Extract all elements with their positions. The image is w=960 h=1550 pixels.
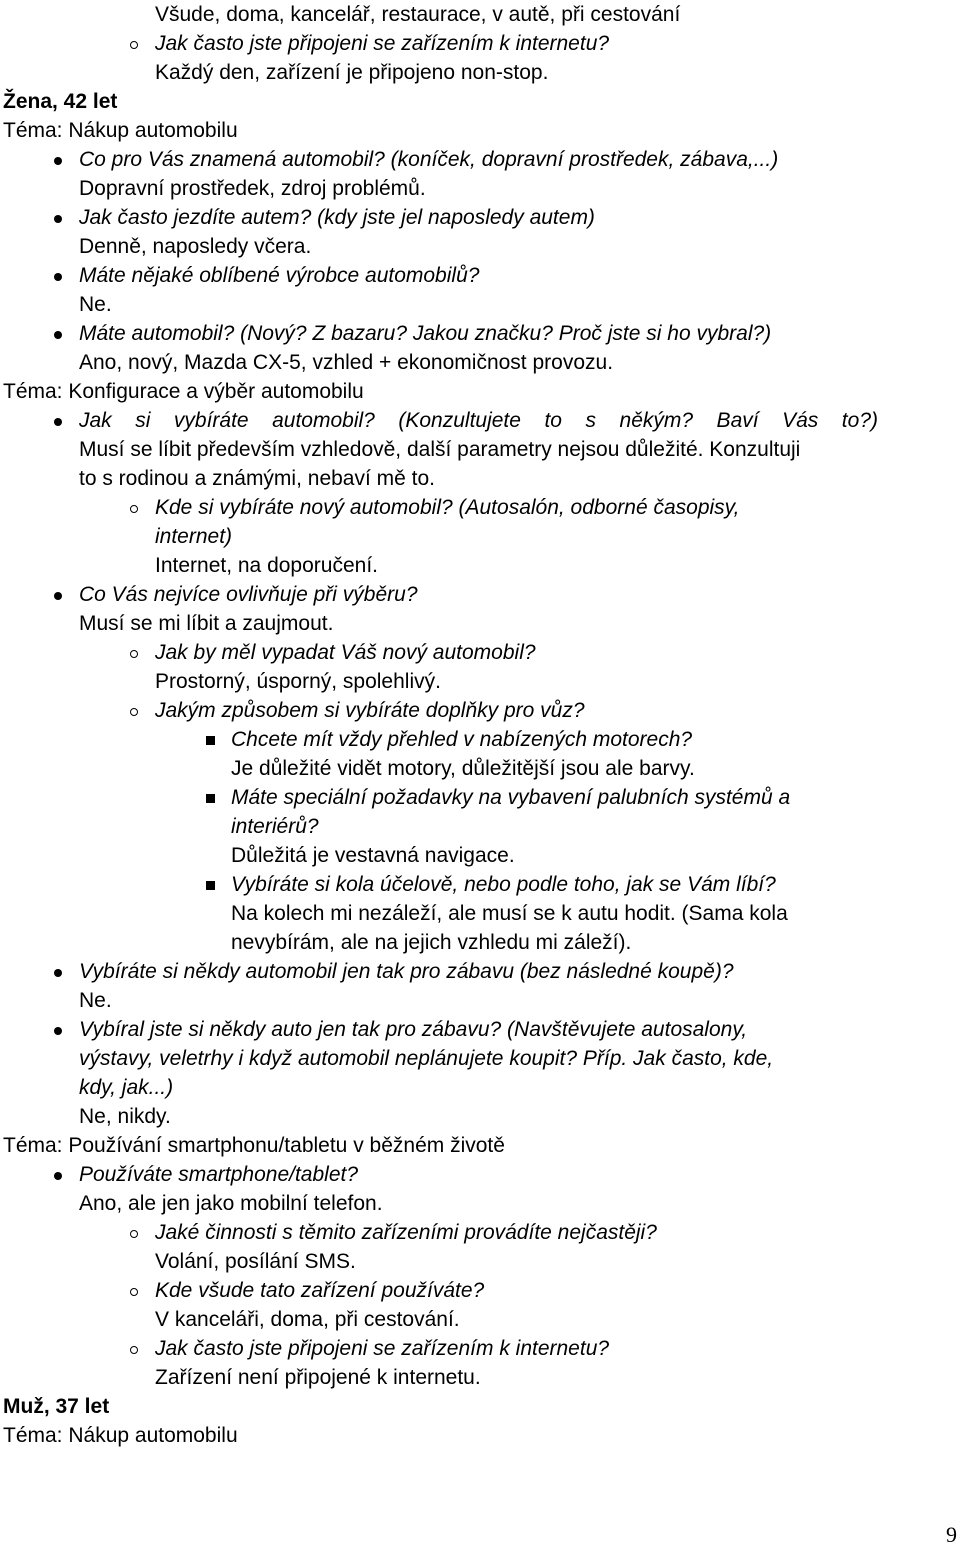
question-line: Máte automobil? (Nový? Z bazaru? Jakou značku? Proč jste si ho vybral?) (79, 322, 772, 345)
text-line: Volání, posílání SMS. (155, 1250, 356, 1273)
question-line: Co Vás nejvíce ovlivňuje při výběru? (79, 583, 418, 606)
bullet-dot-icon (54, 1172, 62, 1180)
question-line: Vybíral jste si někdy auto jen tak pro zábavu? (Navštěvujete autosalony, (79, 1018, 748, 1041)
bullet-circle-icon (130, 1288, 138, 1296)
text-line: Téma: Nákup automobilu (3, 1424, 238, 1447)
question-line: Vybíráte si kola účelově, nebo podle toho, jak se Vám líbí? (231, 873, 776, 896)
bullet-circle-icon (130, 650, 138, 658)
text-line: Důležitá je vestavná navigace. (231, 844, 515, 867)
question-line: Jak často jste připojeni se zařízením k internetu? (155, 1337, 610, 1360)
question-line: Co pro Vás znamená automobil? (koníček, dopravní prostředek, zábava,...) (79, 148, 779, 171)
text-line: Každý den, zařízení je připojeno non-stop. (155, 61, 549, 84)
text-line: Je důležité vidět motory, důležitější jsou ale barvy. (231, 757, 695, 780)
text-line: Téma: Konfigurace a výběr automobilu (3, 380, 364, 403)
text-line: Ne. (79, 989, 112, 1012)
bullet-dot-icon (54, 331, 62, 339)
text-line: Musí se líbit především vzhledově, další parametry nejsou důležité. Konzultuji (79, 438, 801, 461)
text-line: Ano, ale jen jako mobilní telefon. (79, 1192, 383, 1215)
bullet-circle-icon (130, 708, 138, 716)
text-line: Všude, doma, kancelář, restaurace, v autě, při cestování (155, 3, 681, 26)
text-line: Téma: Nákup automobilu (3, 119, 238, 142)
text-line: Ano, nový, Mazda CX-5, vzhled + ekonomičnost provozu. (79, 351, 614, 374)
bullet-square-icon (206, 736, 215, 745)
question-line: Máte nějaké oblíbené výrobce automobilů? (79, 264, 480, 287)
question-line: internet) (155, 525, 233, 548)
respondent-heading: Žena, 42 let (3, 90, 118, 113)
question-line: Jak by měl vypadat Váš nový automobil? (155, 641, 536, 664)
bullet-circle-icon (130, 1346, 138, 1354)
text-line: Ne. (79, 293, 112, 316)
bullet-circle-icon (130, 41, 138, 49)
question-line: interiérů? (231, 815, 319, 838)
question-line: Jak často jezdíte autem? (kdy jste jel naposledy autem) (79, 206, 595, 229)
question-line: Jaké činnosti s těmito zařízeními provádíte nejčastěji? (155, 1221, 657, 1244)
bullet-circle-icon (130, 1230, 138, 1238)
question-line: Jak často jste připojeni se zařízením k internetu? (155, 32, 610, 55)
text-line: Zařízení není připojené k internetu. (155, 1366, 481, 1389)
respondent-heading: Muž, 37 let (3, 1395, 110, 1418)
text-line: Na kolech mi nezáleží, ale musí se k autu hodit. (Sama kola (231, 902, 788, 925)
bullet-dot-icon (54, 418, 62, 426)
bullet-square-icon (206, 881, 215, 890)
question-line: Kde všude tato zařízení používáte? (155, 1279, 485, 1302)
bullet-dot-icon (54, 969, 62, 977)
bullet-dot-icon (54, 215, 62, 223)
question-line: kdy, jak...) (79, 1076, 174, 1099)
text-line: Denně, naposledy včera. (79, 235, 312, 258)
bullet-circle-icon (130, 505, 138, 513)
text-line: V kanceláři, doma, při cestování. (155, 1308, 460, 1331)
page-number: 9 (946, 1522, 957, 1547)
text-line: to s rodinou a známými, nebaví mě to. (79, 467, 436, 490)
text-line: Musí se mi líbit a zaujmout. (79, 612, 334, 635)
question-line: Používáte smartphone/tablet? (79, 1163, 359, 1186)
text-line: Internet, na doporučení. (155, 554, 378, 577)
text-line: Ne, nikdy. (79, 1105, 171, 1128)
question-line: Vybíráte si někdy automobil jen tak pro zábavu (bez následné koupě)? (79, 960, 734, 983)
text-line: Téma: Používání smartphonu/tabletu v běžném životě (3, 1134, 505, 1157)
question-line: výstavy, veletrhy i když automobil neplánujete koupit? Příp. Jak často, kde, (79, 1047, 774, 1070)
bullet-square-icon (206, 794, 215, 803)
text-line: Prostorný, úsporný, spolehlivý. (155, 670, 441, 693)
bullet-dot-icon (54, 592, 62, 600)
bullet-dot-icon (54, 1027, 62, 1035)
question-line: Kde si vybíráte nový automobil? (Autosalón, odborné časopisy, (155, 496, 740, 519)
bullet-dot-icon (54, 273, 62, 281)
question-line: Máte speciální požadavky na vybavení palubních systémů a (231, 786, 791, 809)
question-line: Jakým způsobem si vybíráte doplňky pro vůz? (155, 699, 585, 722)
question-line: Jak si vybíráte automobil? (Konzultujete to s někým? Baví Vás to?) (79, 409, 878, 432)
text-line: nevybírám, ale na jejich vzhledu mi záleží). (231, 931, 632, 954)
text-line: Dopravní prostředek, zdroj problémů. (79, 177, 426, 200)
bullet-dot-icon (54, 157, 62, 165)
question-line: Chcete mít vždy přehled v nabízených motorech? (231, 728, 693, 751)
